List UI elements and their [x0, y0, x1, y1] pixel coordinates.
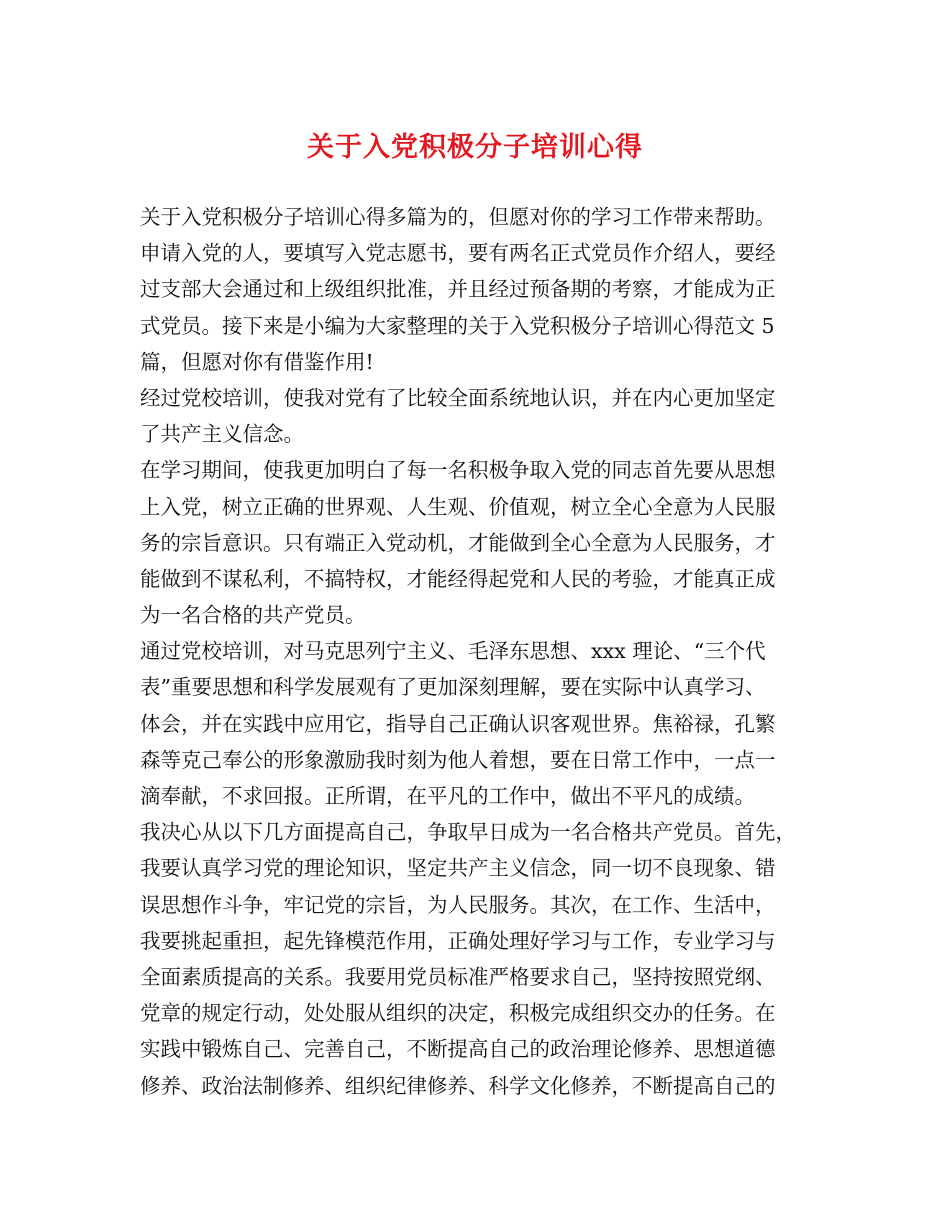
- body-line: 务的宗旨意识。只有端正入党动机，才能做到全心全意为人民服务，才: [140, 530, 776, 555]
- body-line: 篇，但愿对你有借鉴作用!: [140, 349, 374, 374]
- body-line: 表”重要思想和科学发展观有了更加深刻理解，要在实际中认真学习、: [140, 675, 766, 700]
- body-line: 修养、政治法制修养、组织纪律修养、科学文化修养，不断提高自己的: [140, 1073, 776, 1098]
- body-line: 过支部大会通过和上级组织批准，并且经过预备期的考察，才能成为正: [140, 277, 776, 302]
- body-line: 式党员。接下来是小编为大家整理的关于入党积极分子培训心得范文 5: [140, 313, 775, 338]
- body-line: 通过党校培训，对马克思列宁主义、毛泽东思想、xxx 理论、“三个代: [140, 639, 766, 664]
- body-line: 在学习期间，使我更加明白了每一名积极争取入党的同志首先要从思想: [140, 458, 776, 483]
- body-line: 体会，并在实践中应用它，指导自己正确认识客观世界。焦裕禄，孔繁: [140, 711, 776, 736]
- body-line: 滴奉献，不求回报。正所谓，在平凡的工作中，做出不平凡的成绩。: [140, 784, 755, 808]
- body-line: 了共产主义信念。: [140, 422, 304, 447]
- document-title: 关于入党积极分子培训心得: [307, 132, 643, 163]
- body-line: 我要挑起重担，起先锋模范作用，正确处理好学习与工作，专业学习与: [140, 928, 776, 953]
- body-line: 森等克己奉公的形象激励我时刻为他人着想，要在日常工作中，一点一: [140, 747, 776, 772]
- body-line: 全面素质提高的关系。我要用党员标准严格要求自己，坚持按照党纲、: [140, 964, 776, 989]
- body-line: 能做到不谋私利，不搞特权，才能经得起党和人民的考验，才能真正成: [140, 566, 776, 591]
- body-line: 实践中锻炼自己、完善自己，不断提高自己的政治理论修养、思想道德: [140, 1037, 776, 1062]
- body-line: 申请入党的人，要填写入党志愿书，要有两名正式党员作介绍人，要经: [140, 241, 776, 266]
- body-line: 上入党，树立正确的世界观、人生观、价值观，树立全心全意为人民服: [140, 494, 776, 519]
- body-line: 为一名合格的共产党员。: [140, 603, 366, 628]
- body-line: 关于入党积极分子培训心得多篇为的，但愿对你的学习工作带来帮助。: [140, 205, 776, 229]
- body-line: 我要认真学习党的理论知识，坚定共产主义信念，同一切不良现象、错: [140, 856, 776, 881]
- document-body: [140, 199, 815, 1104]
- body-line: 党章的规定行动，处处服从组织的决定，积极完成组织交办的任务。在: [140, 1001, 776, 1026]
- body-line: 经过党校培训，使我对党有了比较全面系统地认识，并在内心更加坚定: [140, 385, 776, 410]
- body-line: 误思想作斗争，牢记党的宗旨，为人民服务。其次，在工作、生活中，: [140, 892, 776, 917]
- body-line: 我决心从以下几方面提高自己，争取早日成为一名合格共产党员。首先，: [140, 820, 796, 845]
